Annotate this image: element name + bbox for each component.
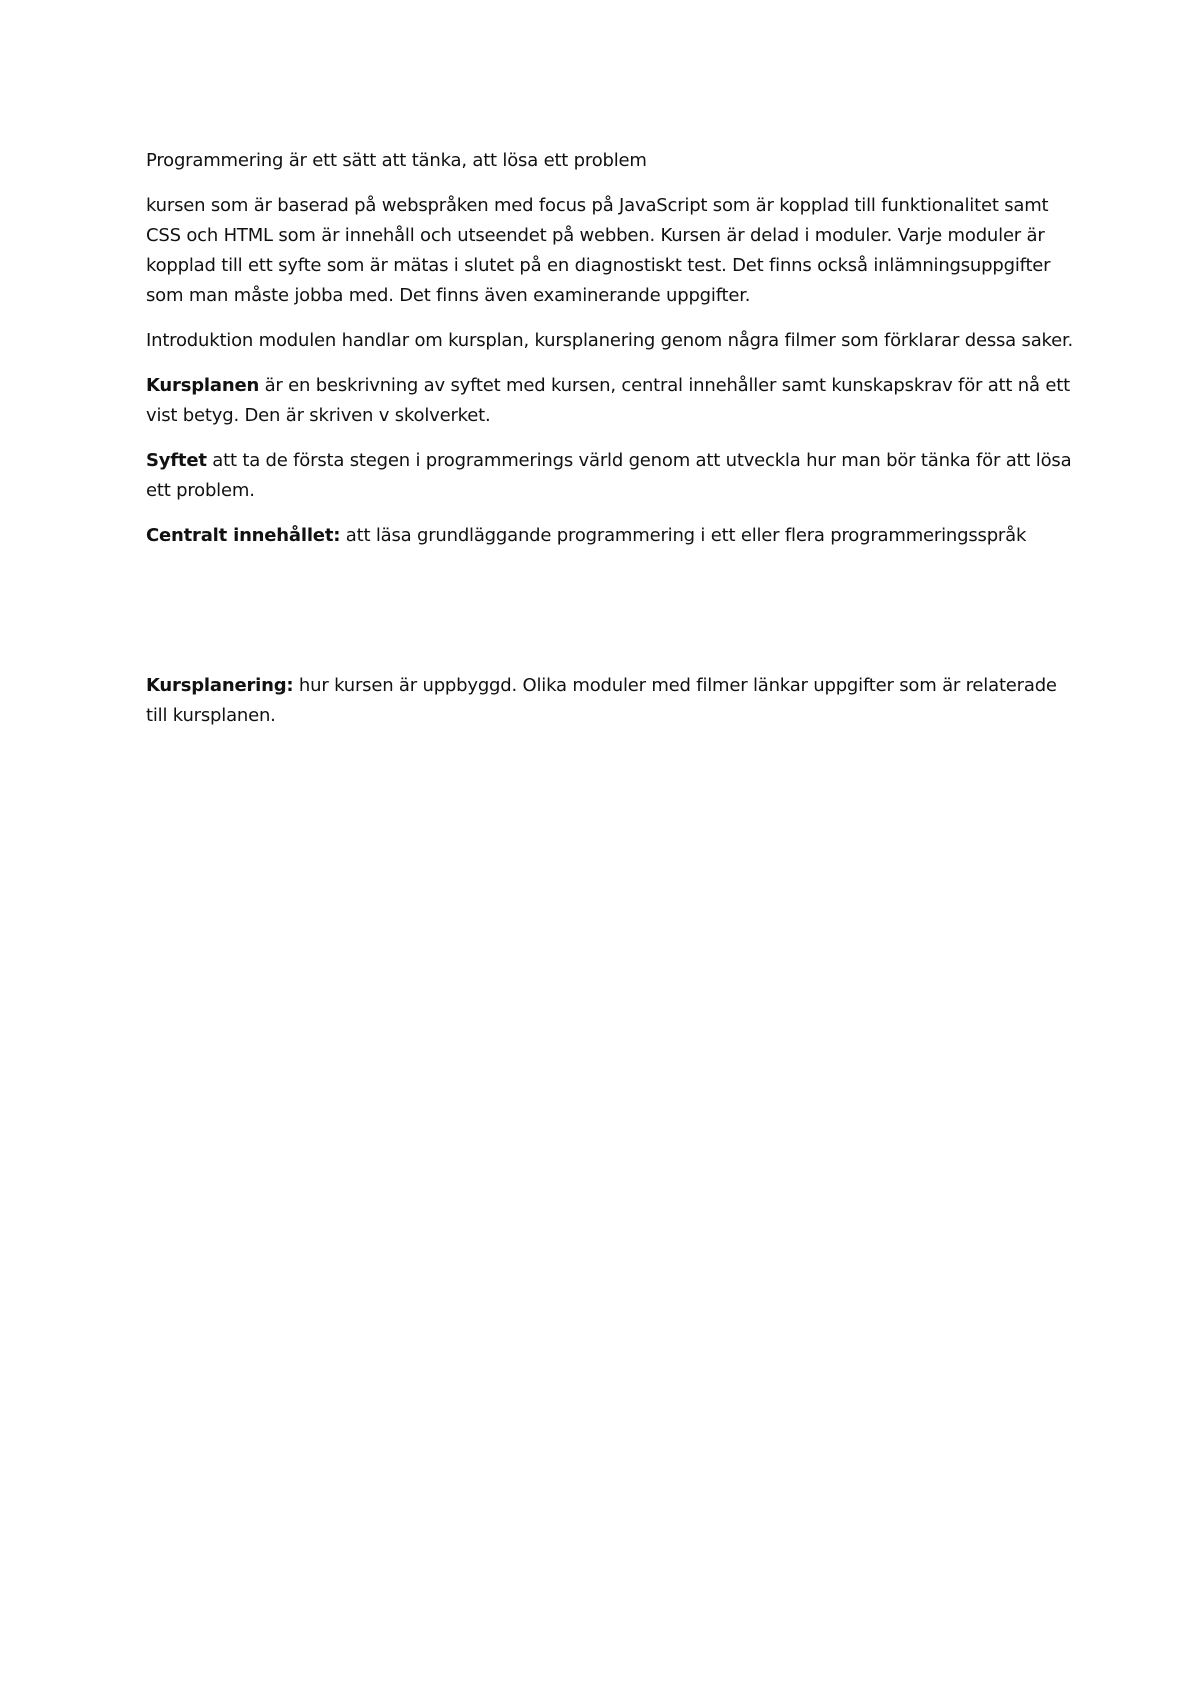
kursplanen-paragraph bbox=[146, 371, 1076, 431]
syftet-paragraph bbox=[146, 446, 1076, 506]
centralt-innehallet-text: att läsa grundläggande programmering i ett eller flera programmeringsspråk bbox=[340, 525, 1027, 546]
kursplanering-text: hur kursen är uppbyggd. Olika moduler med filmer länkar uppgifter som är relaterade till kursplanen. bbox=[146, 675, 1057, 726]
centralt-innehallet-label: Centralt innehållet: bbox=[146, 525, 341, 546]
centralt-innehallet-paragraph bbox=[146, 521, 1076, 551]
syftet-label: Syftet bbox=[146, 450, 207, 471]
kursplanen-text: är en beskrivning av syftet med kursen, central innehåller samt kunskapskrav för att nå ett vist betyg. Den är skriven v skolverket. bbox=[146, 375, 1070, 426]
blank-space bbox=[146, 566, 1076, 671]
kursplanering-paragraph bbox=[146, 671, 1076, 731]
introduction-module-paragraph: Introduktion modulen handlar om kursplan, kursplanering genom några filmer som förklarar dessa saker. bbox=[146, 330, 1074, 351]
intro-line: Programmering är ett sätt att tänka, att lösa ett problem bbox=[146, 150, 647, 171]
kursplanering-label: Kursplanering: bbox=[146, 675, 294, 696]
kursplanen-label: Kursplanen bbox=[146, 375, 260, 396]
course-description-paragraph: kursen som är baserad på webspråken med focus på JavaScript som är kopplad till funktionalitet samt CSS och HTML som är innehåll och utseendet på webben. Kursen är delad i moduler. Varje moduler är kopplad till ett syfte som är mätas i slutet på en diagnostiskt test. Det finns också inlämningsuppgifter som man måste jobba med. Det finns även examinerande uppgifter. bbox=[146, 195, 1051, 306]
document-page bbox=[146, 146, 1076, 746]
syftet-text: att ta de första stegen i programmerings värld genom att utveckla hur man bör tänka för att lösa ett problem. bbox=[146, 450, 1072, 501]
